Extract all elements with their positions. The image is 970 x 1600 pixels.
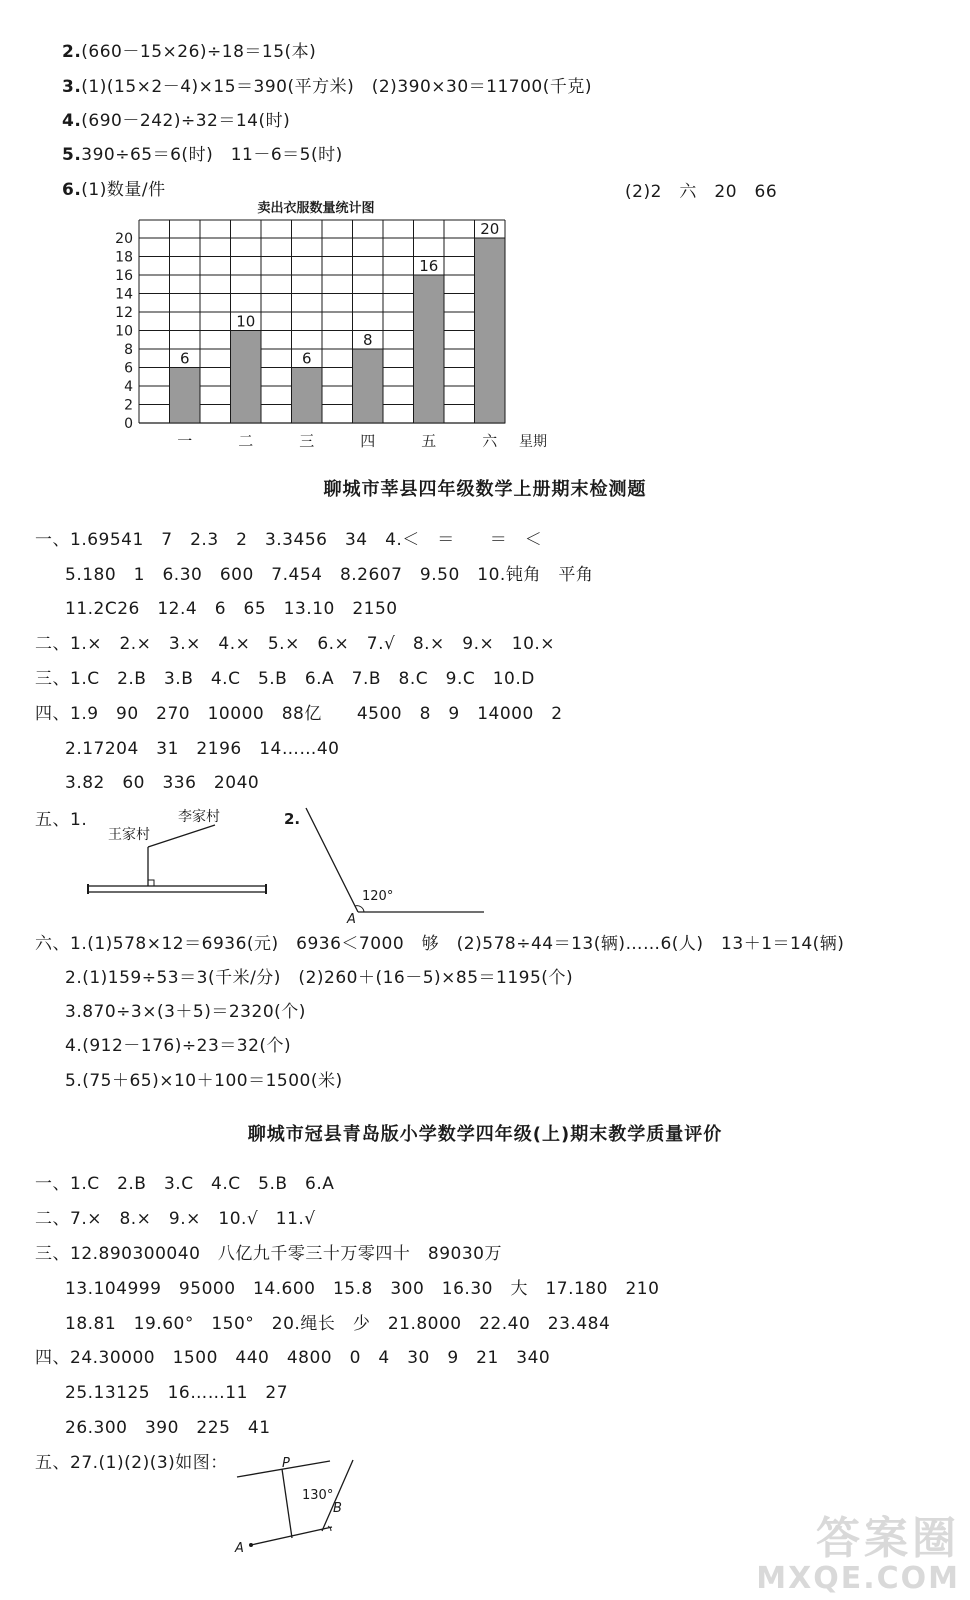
sec1-line: 三、1.C 2.B 3.B 4.C 5.B 6.A 7.B 8.C 9.C 10.D [35, 669, 535, 689]
sec2-line: 25.13125 16……11 27 [65, 1383, 289, 1403]
x-category-label: 一 [177, 432, 193, 450]
watermark-line-2: MXQE.COM [756, 1560, 960, 1596]
point-label: A [347, 912, 356, 927]
sec1-line: 11.2C26 12.4 6 65 13.10 2150 [65, 599, 398, 619]
angle-value: 130° [302, 1488, 334, 1503]
item-number: 6. [62, 180, 82, 200]
item-number: 5. [62, 145, 82, 165]
bar [292, 368, 323, 424]
village-diagram [80, 800, 280, 900]
sec1-liu-line: 3.870÷3×(3＋5)＝2320(个) [65, 1002, 306, 1022]
chart-y-axis-label: (1)数量/件 [81, 180, 166, 200]
bar [231, 331, 262, 424]
sec2-line: 18.81 19.60° 150° 20.绳长 少 21.8000 22.40 23.484 [65, 1314, 611, 1334]
section-title-2: 聊城市冠县青岛版小学数学四年级(上)期末教学质量评价 [247, 1124, 723, 1145]
y-tick-label: 0 [124, 416, 133, 432]
sec1-line: 一、1.69541 7 2.3 2 3.3456 34 4.＜ ＝ ＝ ＜ [35, 530, 543, 550]
y-tick-label: 8 [124, 342, 133, 358]
sec1-line: 5.180 1 6.30 600 7.454 8.2607 9.50 10.钝角 平角 [65, 565, 594, 585]
bar [475, 238, 506, 423]
sec2-wu-line: 五、27.(1)(2)(3)如图： [35, 1453, 228, 1473]
sec2-line: 四、24.30000 1500 440 4800 0 4 30 9 21 340 [35, 1348, 551, 1368]
sec2-line: 一、1.C 2.B 3.C 4.C 5.B 6.A [35, 1174, 335, 1194]
x-category-label: 二 [238, 432, 254, 450]
item-number: 2. [284, 810, 301, 828]
sec1-line: 3.82 60 336 2040 [65, 773, 260, 793]
watermark [756, 1513, 960, 1596]
item-number: 4. [62, 111, 82, 131]
bar [414, 275, 445, 423]
answer-text: (1)(15×2－4)×15＝390(平方米) (2)390×30＝11700(千克) [81, 77, 592, 97]
sec1-line: 二、1.× 2.× 3.× 4.× 5.× 6.× 7.√ 8.× 9.× 10.× [35, 634, 556, 654]
sec1-liu-line: 六、1.(1)578×12＝6936(元) 6936＜7000 够 (2)578÷44＝13(辆)……6(人) 13＋1＝14(辆) [35, 934, 845, 954]
y-tick-label: 6 [124, 360, 133, 377]
sec2-line: 13.104999 95000 14.600 15.8 300 16.30 大 17.180 210 [65, 1279, 660, 1299]
y-tick-label: 12 [115, 305, 133, 321]
watermark-line-1: 答案圈 [816, 1513, 960, 1565]
x-category-label: 三 [299, 432, 315, 450]
angle-value: 120° [362, 889, 394, 904]
point-b-label: B [333, 1501, 342, 1516]
chart-title: 卖出衣服数量统计图 [257, 201, 375, 216]
point-p-label: P [282, 1456, 290, 1471]
item-number: 3. [62, 77, 82, 97]
bar-value-label: 10 [236, 312, 256, 331]
x-category-label: 六 [482, 432, 498, 450]
village-label-li: 李家村 [178, 809, 220, 825]
right-angle-mark [148, 880, 154, 886]
section-title-1: 聊城市莘县四年级数学上册期末检测题 [323, 479, 647, 500]
y-tick-label: 14 [115, 286, 133, 303]
road [88, 886, 266, 892]
bar-value-label: 6 [301, 349, 312, 368]
path-line [148, 825, 215, 847]
bar-value-label: 16 [419, 257, 439, 275]
y-tick-label: 16 [115, 268, 133, 284]
item-number: 2. [62, 42, 82, 62]
answer-line-6-part2: (2)2 六 20 66 [625, 182, 778, 202]
answer-text: (690－242)÷32＝14(时) [81, 111, 291, 131]
y-tick-label: 10 [115, 323, 133, 340]
y-tick-label: 4 [124, 379, 133, 395]
x-axis-label: 星期 [519, 434, 547, 450]
angle-diagram [280, 800, 500, 930]
bar [170, 368, 201, 424]
bar-value-label: 20 [480, 220, 500, 238]
y-tick-label: 2 [124, 397, 133, 414]
sec1-liu-line: 4.(912－176)÷23＝32(个) [65, 1036, 292, 1056]
angle-ray-1 [306, 808, 358, 912]
y-tick-label: 20 [115, 231, 133, 247]
village-label-wang: 王家村 [108, 827, 150, 843]
bar-value-label: 6 [179, 349, 190, 368]
sec1-liu-line: 2.(1)159÷53＝3(千米/分) (2)260＋(16－5)×85＝1195(个) [65, 968, 574, 988]
sec2-line: 三、12.890300040 八亿九千零三十万零四十 89030万 [35, 1244, 502, 1264]
answer-text: 390÷65＝6(时) 11－6＝5(时) [81, 145, 343, 165]
sec1-line: 2.17204 31 2196 14……40 [65, 739, 340, 759]
sec1-line: 四、1.9 90 270 10000 88亿 4500 8 9 14000 2 [35, 704, 563, 724]
sec2-line: 二、7.× 8.× 9.× 10.√ 11.√ [35, 1209, 316, 1229]
y-tick-label: 18 [115, 249, 133, 266]
bar-chart [0, 0, 970, 460]
bar-value-label: 8 [362, 331, 373, 349]
bar [353, 349, 384, 423]
sec1-liu-line: 5.(75＋65)×10＋100＝1500(米) [65, 1071, 343, 1091]
answer-text: (660－15×26)÷18＝15(本) [81, 42, 317, 62]
perpendicular-line [282, 1469, 292, 1538]
parallel-lines-diagram [225, 1450, 395, 1560]
sec1-wu-label: 五、1. [35, 810, 88, 830]
sec2-line: 26.300 390 225 41 [65, 1418, 271, 1438]
point-a-label: A [235, 1541, 244, 1556]
x-category-label: 五 [421, 432, 437, 450]
x-category-label: 四 [360, 432, 376, 450]
